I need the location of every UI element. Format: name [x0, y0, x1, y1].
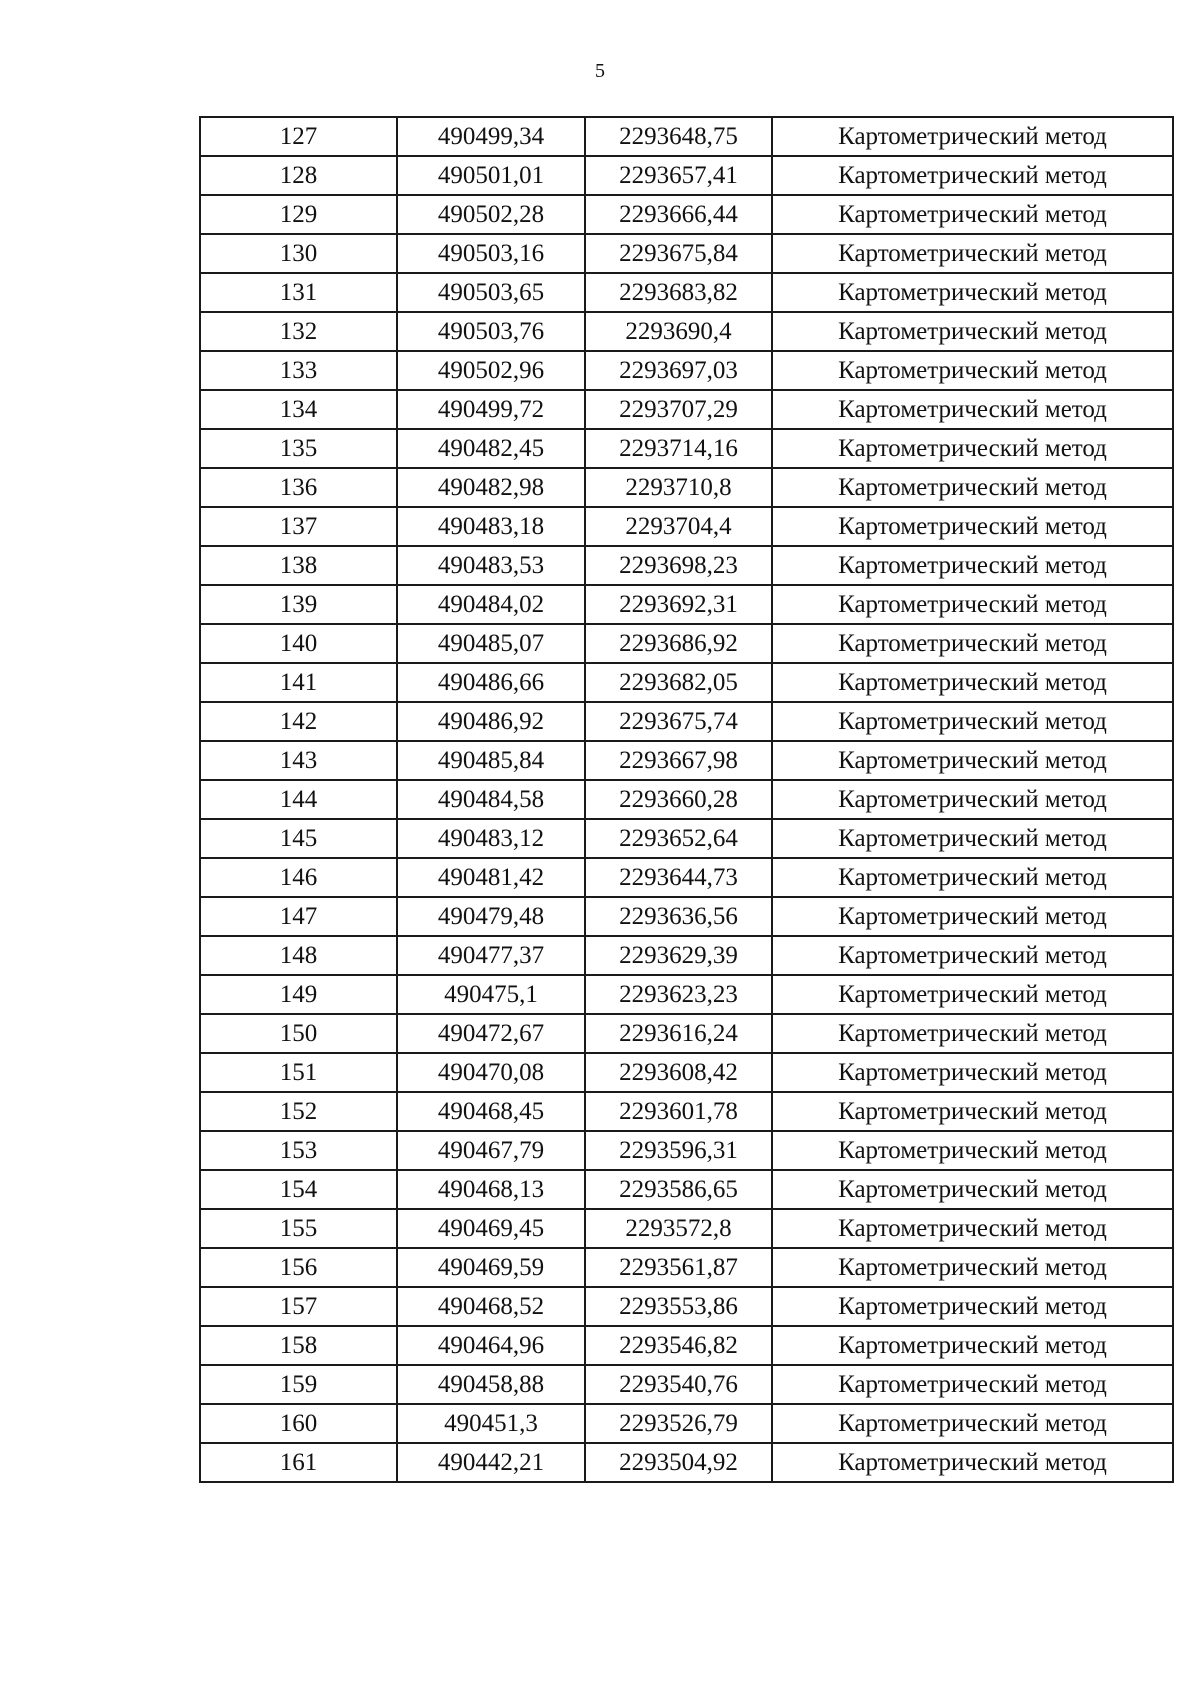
- table-row: [200, 546, 1173, 585]
- point-number-cell: 143: [200, 741, 397, 780]
- point-number-cell: 148: [200, 936, 397, 975]
- method-cell: Картометрический метод: [772, 234, 1173, 273]
- y-coordinate-cell: 2293666,44: [585, 195, 772, 234]
- point-number-cell: 150: [200, 1014, 397, 1053]
- x-coordinate-cell: 490483,53: [397, 546, 585, 585]
- table-row: [200, 429, 1173, 468]
- point-number-cell: 145: [200, 819, 397, 858]
- y-coordinate-cell: 2293657,41: [585, 156, 772, 195]
- y-coordinate-cell: 2293692,31: [585, 585, 772, 624]
- method-cell: Картометрический метод: [772, 351, 1173, 390]
- point-number-cell: 160: [200, 1404, 397, 1443]
- table-row: [200, 273, 1173, 312]
- x-coordinate-cell: 490475,1: [397, 975, 585, 1014]
- point-number-cell: 146: [200, 858, 397, 897]
- method-cell: Картометрический метод: [772, 273, 1173, 312]
- x-coordinate-cell: 490469,45: [397, 1209, 585, 1248]
- point-number-cell: 138: [200, 546, 397, 585]
- point-number-cell: 159: [200, 1365, 397, 1404]
- y-coordinate-cell: 2293707,29: [585, 390, 772, 429]
- method-cell: Картометрический метод: [772, 468, 1173, 507]
- point-number-cell: 129: [200, 195, 397, 234]
- x-coordinate-cell: 490469,59: [397, 1248, 585, 1287]
- x-coordinate-cell: 490484,58: [397, 780, 585, 819]
- x-coordinate-cell: 490483,18: [397, 507, 585, 546]
- point-number-cell: 152: [200, 1092, 397, 1131]
- x-coordinate-cell: 490468,52: [397, 1287, 585, 1326]
- table-row: [200, 351, 1173, 390]
- method-cell: Картометрический метод: [772, 1365, 1173, 1404]
- y-coordinate-cell: 2293629,39: [585, 936, 772, 975]
- y-coordinate-cell: 2293553,86: [585, 1287, 772, 1326]
- table-row: [200, 975, 1173, 1014]
- method-cell: Картометрический метод: [772, 1014, 1173, 1053]
- table-row: [200, 819, 1173, 858]
- table-row: [200, 858, 1173, 897]
- method-cell: Картометрический метод: [772, 312, 1173, 351]
- point-number-cell: 131: [200, 273, 397, 312]
- point-number-cell: 154: [200, 1170, 397, 1209]
- point-number-cell: 161: [200, 1443, 397, 1482]
- x-coordinate-cell: 490464,96: [397, 1326, 585, 1365]
- table-row: [200, 1326, 1173, 1365]
- y-coordinate-cell: 2293648,75: [585, 117, 772, 156]
- method-cell: Картометрический метод: [772, 1092, 1173, 1131]
- table-row: [200, 1170, 1173, 1209]
- point-number-cell: 136: [200, 468, 397, 507]
- method-cell: Картометрический метод: [772, 195, 1173, 234]
- x-coordinate-cell: 490485,84: [397, 741, 585, 780]
- method-cell: Картометрический метод: [772, 1170, 1173, 1209]
- point-number-cell: 142: [200, 702, 397, 741]
- table-row: [200, 156, 1173, 195]
- method-cell: Картометрический метод: [772, 390, 1173, 429]
- point-number-cell: 156: [200, 1248, 397, 1287]
- method-cell: Картометрический метод: [772, 429, 1173, 468]
- y-coordinate-cell: 2293710,8: [585, 468, 772, 507]
- x-coordinate-cell: 490503,16: [397, 234, 585, 273]
- table-row: [200, 780, 1173, 819]
- point-number-cell: 149: [200, 975, 397, 1014]
- x-coordinate-cell: 490468,45: [397, 1092, 585, 1131]
- table-row: [200, 741, 1173, 780]
- point-number-cell: 133: [200, 351, 397, 390]
- table-row: [200, 312, 1173, 351]
- method-cell: Картометрический метод: [772, 975, 1173, 1014]
- y-coordinate-cell: 2293561,87: [585, 1248, 772, 1287]
- table-row: [200, 1365, 1173, 1404]
- y-coordinate-cell: 2293526,79: [585, 1404, 772, 1443]
- y-coordinate-cell: 2293616,24: [585, 1014, 772, 1053]
- x-coordinate-cell: 490502,96: [397, 351, 585, 390]
- table-row: [200, 897, 1173, 936]
- method-cell: Картометрический метод: [772, 585, 1173, 624]
- x-coordinate-cell: 490486,92: [397, 702, 585, 741]
- y-coordinate-cell: 2293686,92: [585, 624, 772, 663]
- table-row: [200, 1014, 1173, 1053]
- method-cell: Картометрический метод: [772, 819, 1173, 858]
- table-row: [200, 117, 1173, 156]
- point-number-cell: 155: [200, 1209, 397, 1248]
- method-cell: Картометрический метод: [772, 858, 1173, 897]
- x-coordinate-cell: 490486,66: [397, 663, 585, 702]
- table-row: [200, 936, 1173, 975]
- y-coordinate-cell: 2293683,82: [585, 273, 772, 312]
- point-number-cell: 147: [200, 897, 397, 936]
- x-coordinate-cell: 490482,98: [397, 468, 585, 507]
- table-row: [200, 624, 1173, 663]
- x-coordinate-cell: 490499,72: [397, 390, 585, 429]
- table-row: [200, 1404, 1173, 1443]
- table-row: [200, 702, 1173, 741]
- x-coordinate-cell: 490470,08: [397, 1053, 585, 1092]
- y-coordinate-cell: 2293675,84: [585, 234, 772, 273]
- point-number-cell: 128: [200, 156, 397, 195]
- table-row: [200, 585, 1173, 624]
- x-coordinate-cell: 490485,07: [397, 624, 585, 663]
- method-cell: Картометрический метод: [772, 1209, 1173, 1248]
- method-cell: Картометрический метод: [772, 780, 1173, 819]
- table-row: [200, 195, 1173, 234]
- method-cell: Картометрический метод: [772, 546, 1173, 585]
- method-cell: Картометрический метод: [772, 741, 1173, 780]
- point-number-cell: 132: [200, 312, 397, 351]
- y-coordinate-cell: 2293636,56: [585, 897, 772, 936]
- method-cell: Картометрический метод: [772, 507, 1173, 546]
- x-coordinate-cell: 490451,3: [397, 1404, 585, 1443]
- y-coordinate-cell: 2293596,31: [585, 1131, 772, 1170]
- x-coordinate-cell: 490502,28: [397, 195, 585, 234]
- point-number-cell: 127: [200, 117, 397, 156]
- y-coordinate-cell: 2293697,03: [585, 351, 772, 390]
- table-row: [200, 1287, 1173, 1326]
- y-coordinate-cell: 2293540,76: [585, 1365, 772, 1404]
- coordinates-table: [199, 116, 1174, 1483]
- method-cell: Картометрический метод: [772, 663, 1173, 702]
- x-coordinate-cell: 490501,01: [397, 156, 585, 195]
- point-number-cell: 134: [200, 390, 397, 429]
- point-number-cell: 140: [200, 624, 397, 663]
- table-row: [200, 507, 1173, 546]
- x-coordinate-cell: 490481,42: [397, 858, 585, 897]
- point-number-cell: 158: [200, 1326, 397, 1365]
- table-row: [200, 1131, 1173, 1170]
- x-coordinate-cell: 490499,34: [397, 117, 585, 156]
- method-cell: Картометрический метод: [772, 897, 1173, 936]
- y-coordinate-cell: 2293690,4: [585, 312, 772, 351]
- x-coordinate-cell: 490503,65: [397, 273, 585, 312]
- y-coordinate-cell: 2293660,28: [585, 780, 772, 819]
- x-coordinate-cell: 490458,88: [397, 1365, 585, 1404]
- y-coordinate-cell: 2293675,74: [585, 702, 772, 741]
- method-cell: Картометрический метод: [772, 1248, 1173, 1287]
- coordinates-table-body: [200, 117, 1173, 1482]
- y-coordinate-cell: 2293698,23: [585, 546, 772, 585]
- point-number-cell: 151: [200, 1053, 397, 1092]
- y-coordinate-cell: 2293682,05: [585, 663, 772, 702]
- y-coordinate-cell: 2293504,92: [585, 1443, 772, 1482]
- x-coordinate-cell: 490484,02: [397, 585, 585, 624]
- method-cell: Картометрический метод: [772, 1443, 1173, 1482]
- y-coordinate-cell: 2293667,98: [585, 741, 772, 780]
- x-coordinate-cell: 490482,45: [397, 429, 585, 468]
- y-coordinate-cell: 2293652,64: [585, 819, 772, 858]
- method-cell: Картометрический метод: [772, 1404, 1173, 1443]
- point-number-cell: 141: [200, 663, 397, 702]
- y-coordinate-cell: 2293704,4: [585, 507, 772, 546]
- table-row: [200, 663, 1173, 702]
- y-coordinate-cell: 2293623,23: [585, 975, 772, 1014]
- table-row: [200, 1053, 1173, 1092]
- x-coordinate-cell: 490477,37: [397, 936, 585, 975]
- point-number-cell: 137: [200, 507, 397, 546]
- y-coordinate-cell: 2293601,78: [585, 1092, 772, 1131]
- x-coordinate-cell: 490503,76: [397, 312, 585, 351]
- table-row: [200, 1443, 1173, 1482]
- table-row: [200, 234, 1173, 273]
- x-coordinate-cell: 490467,79: [397, 1131, 585, 1170]
- page-number: 5: [595, 60, 605, 82]
- table-row: [200, 1209, 1173, 1248]
- x-coordinate-cell: 490483,12: [397, 819, 585, 858]
- point-number-cell: 130: [200, 234, 397, 273]
- y-coordinate-cell: 2293546,82: [585, 1326, 772, 1365]
- method-cell: Картометрический метод: [772, 624, 1173, 663]
- point-number-cell: 135: [200, 429, 397, 468]
- point-number-cell: 144: [200, 780, 397, 819]
- point-number-cell: 157: [200, 1287, 397, 1326]
- table-row: [200, 390, 1173, 429]
- method-cell: Картометрический метод: [772, 1287, 1173, 1326]
- method-cell: Картометрический метод: [772, 156, 1173, 195]
- point-number-cell: 153: [200, 1131, 397, 1170]
- method-cell: Картометрический метод: [772, 1131, 1173, 1170]
- method-cell: Картометрический метод: [772, 117, 1173, 156]
- y-coordinate-cell: 2293644,73: [585, 858, 772, 897]
- x-coordinate-cell: 490468,13: [397, 1170, 585, 1209]
- table-row: [200, 1092, 1173, 1131]
- y-coordinate-cell: 2293608,42: [585, 1053, 772, 1092]
- x-coordinate-cell: 490479,48: [397, 897, 585, 936]
- point-number-cell: 139: [200, 585, 397, 624]
- x-coordinate-cell: 490442,21: [397, 1443, 585, 1482]
- x-coordinate-cell: 490472,67: [397, 1014, 585, 1053]
- y-coordinate-cell: 2293586,65: [585, 1170, 772, 1209]
- method-cell: Картометрический метод: [772, 702, 1173, 741]
- table-row: [200, 1248, 1173, 1287]
- method-cell: Картометрический метод: [772, 936, 1173, 975]
- y-coordinate-cell: 2293572,8: [585, 1209, 772, 1248]
- method-cell: Картометрический метод: [772, 1326, 1173, 1365]
- table-row: [200, 468, 1173, 507]
- method-cell: Картометрический метод: [772, 1053, 1173, 1092]
- y-coordinate-cell: 2293714,16: [585, 429, 772, 468]
